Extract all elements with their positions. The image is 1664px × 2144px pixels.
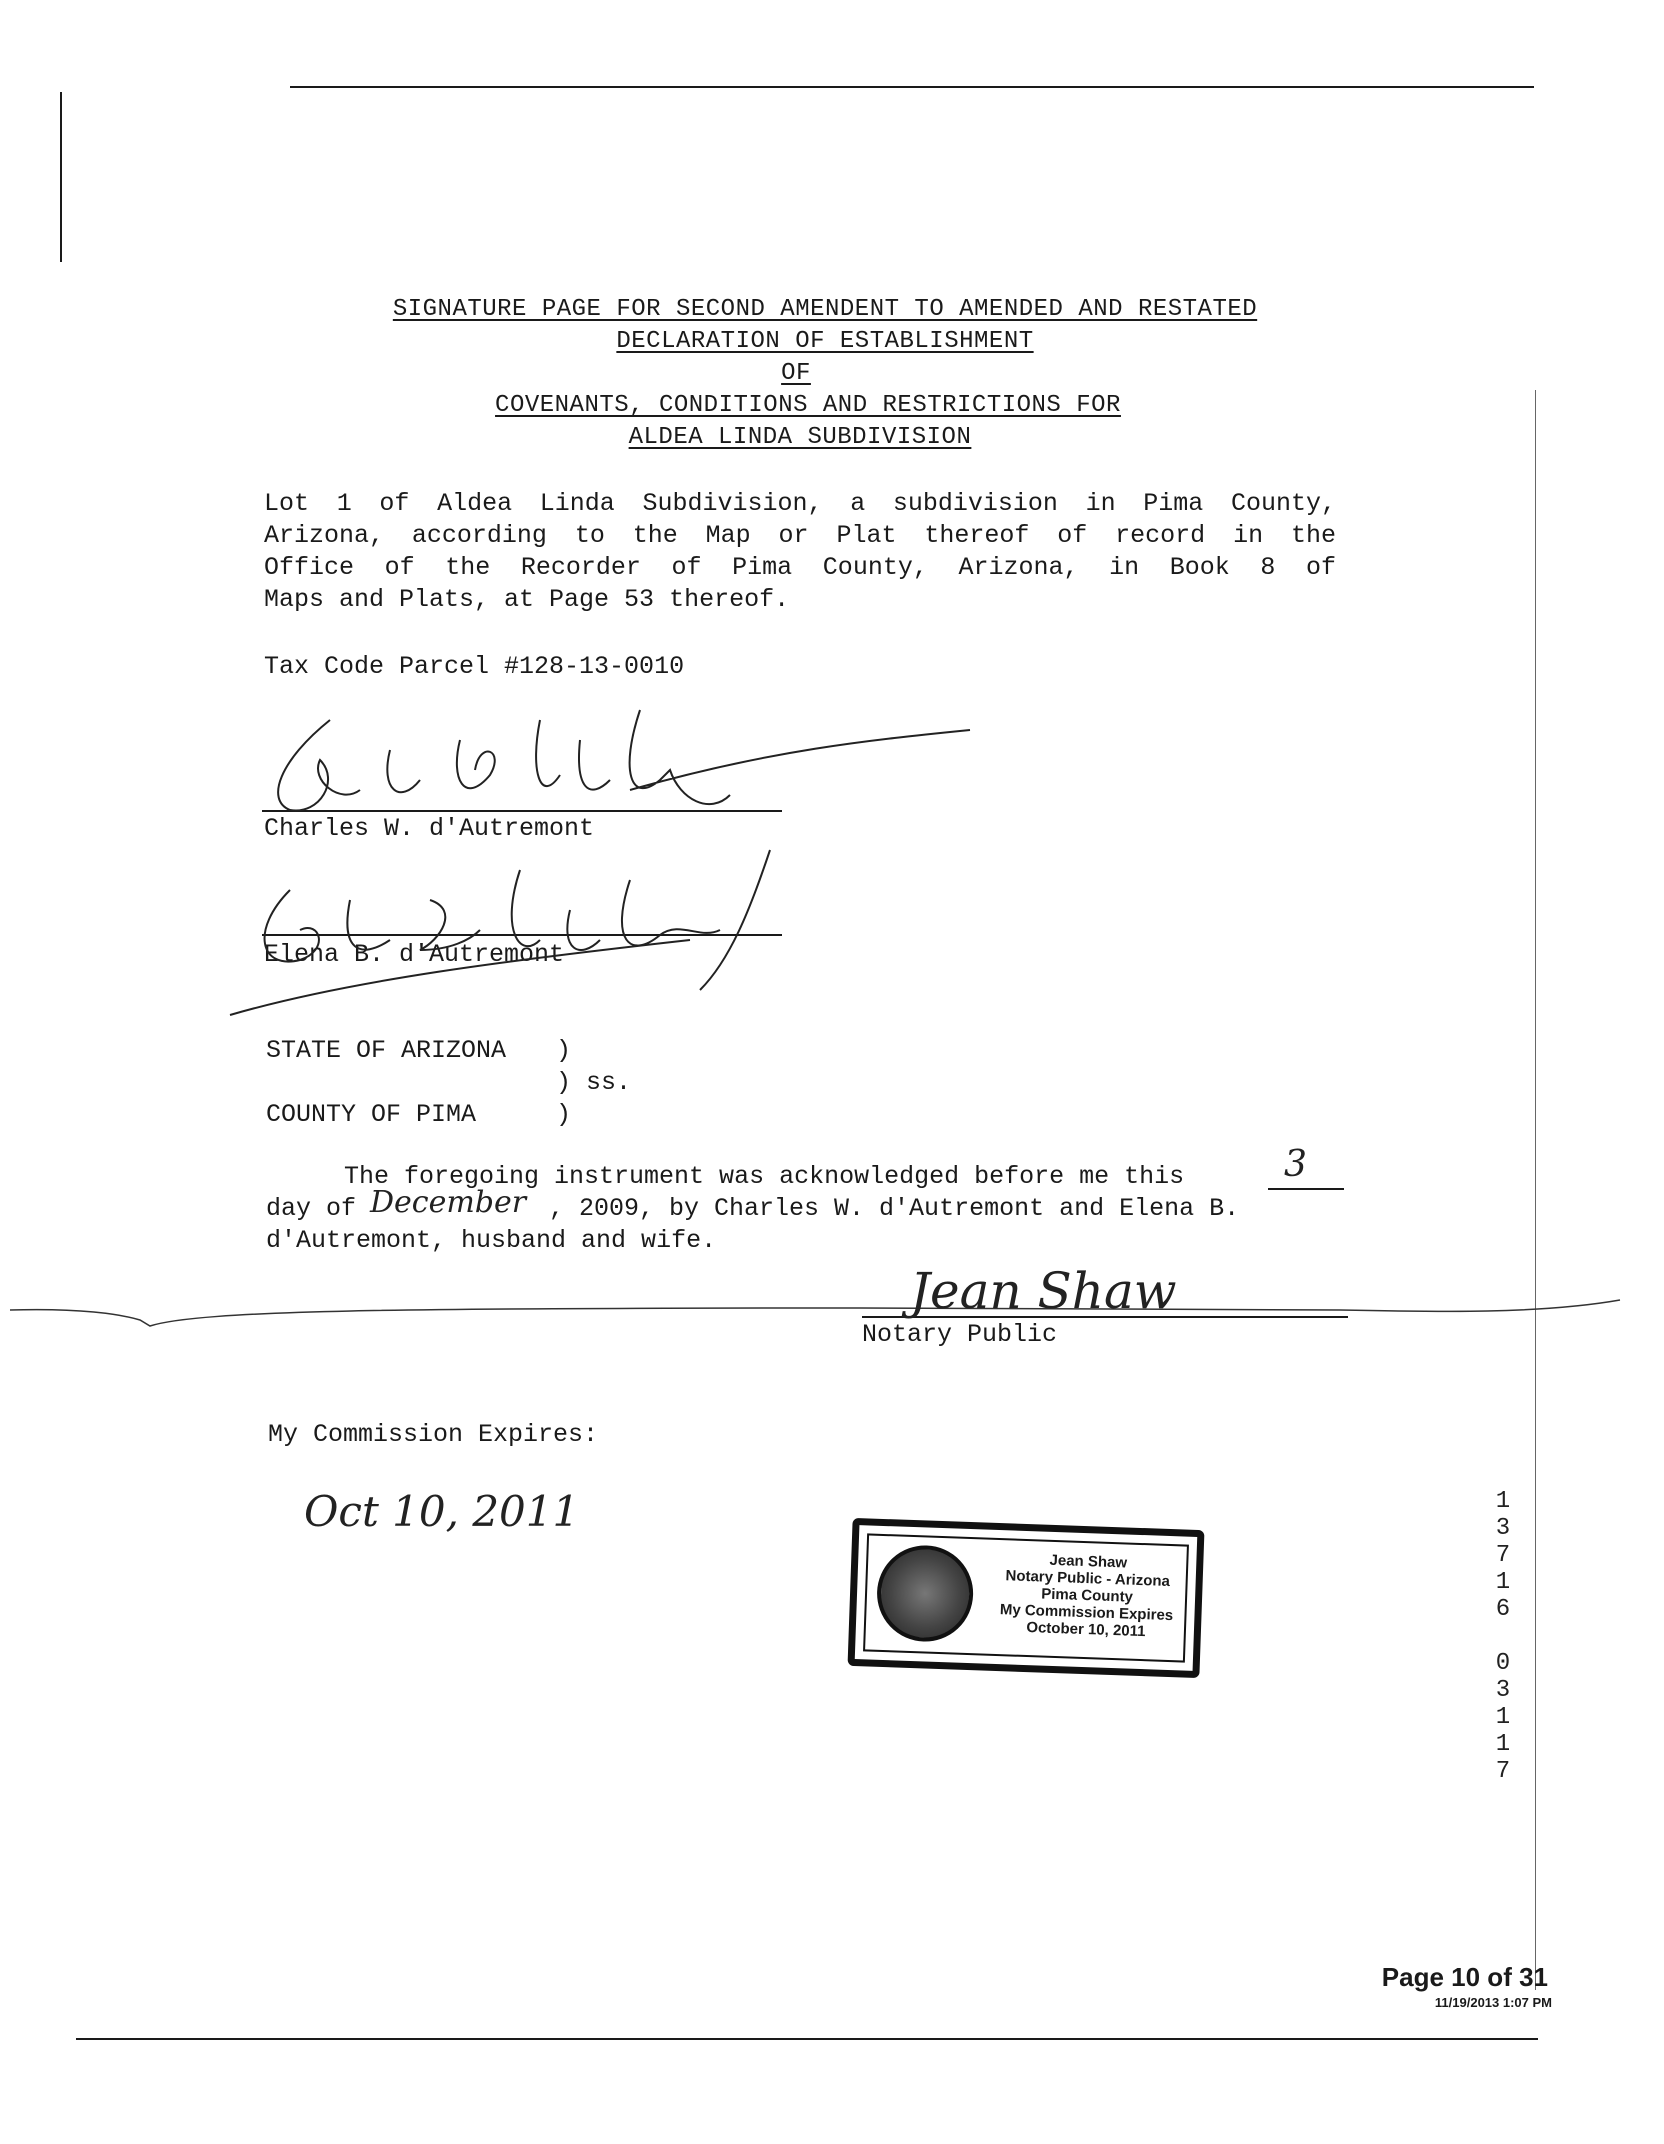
handwritten-month: [366, 1176, 546, 1226]
legal-line: Arizona, according to the Map or Plat thereof of record in the: [264, 521, 1336, 550]
legal-description: [264, 488, 1336, 616]
recording-digit: 3: [1495, 1515, 1511, 1542]
title-line-3: OF: [781, 360, 811, 387]
notary-seal: [848, 1518, 1205, 1678]
recording-digit: 6: [1495, 1596, 1511, 1623]
recording-digit: 7: [1495, 1758, 1511, 1785]
tax-code-parcel: Tax Code Parcel #128-13-0010: [264, 652, 685, 681]
acknowledgment-line-1: The foregoing instrument was acknowledged before me this: [344, 1162, 1185, 1191]
left-margin-line: [60, 92, 62, 262]
top-rule: [290, 86, 1534, 88]
recording-digit: 1: [1495, 1569, 1511, 1596]
commission-date-text: Oct 10, 2011: [304, 1487, 580, 1536]
seal-expiry: October 10, 2011: [1026, 1619, 1146, 1641]
recording-digit: 1: [1495, 1731, 1511, 1758]
title-line-2: DECLARATION OF ESTABLISHMENT: [616, 328, 1034, 355]
recording-digit: 0: [1495, 1650, 1511, 1677]
handwritten-month-text: December: [370, 1185, 527, 1220]
bottom-rule: [76, 2038, 1538, 2040]
title-line-1: SIGNATURE PAGE FOR SECOND AMENDENT TO AMENDED AND RESTATED: [392, 296, 1258, 323]
title-line-4: COVENANTS, CONDITIONS AND RESTRICTIONS FOR: [495, 392, 1121, 419]
recording-digit: 1: [1495, 1704, 1511, 1731]
notary-signature-text: Jean Shaw: [910, 1262, 1177, 1320]
commission-label: My Commission Expires:: [268, 1420, 599, 1449]
commission-handwritten-date: [300, 1470, 600, 1550]
recording-digit: 1: [1495, 1488, 1511, 1515]
recording-digit: 3: [1495, 1677, 1511, 1704]
notary-public-label: Notary Public: [862, 1320, 1058, 1349]
acknowledgment-day-of: day of: [266, 1194, 357, 1223]
signer-name-1: Charles W. d'Autremont: [264, 814, 595, 843]
notary-signature: [900, 1240, 1340, 1330]
print-timestamp: 11/19/2013 1:07 PM: [1434, 1995, 1552, 2010]
signer-name-2: Elena B. d'Autremont: [264, 940, 565, 969]
venue-state: STATE OF ARIZONA: [266, 1036, 507, 1065]
legal-line: Lot 1 of Aldea Linda Subdivision, a subdivision in Pima County,: [264, 489, 1336, 518]
right-margin-line: [1535, 390, 1536, 1990]
handwritten-day-3: [1266, 1140, 1346, 1190]
venue-county: COUNTY OF PIMA: [266, 1100, 477, 1129]
legal-line: Office of the Recorder of Pima County, Arizona, in Book 8 of: [264, 553, 1336, 582]
seal-county: Pima County: [1041, 1585, 1134, 1606]
acknowledgment-line-2: , 2009, by Charles W. d'Autremont and Elena B.: [549, 1194, 1240, 1223]
seal-name: Jean Shaw: [1049, 1551, 1128, 1572]
legal-line: Maps and Plats, at Page 53 thereof.: [264, 585, 790, 614]
seal-text: [986, 1550, 1189, 1642]
venue-paren-top: ): [556, 1036, 572, 1065]
seal-commission: My Commission Expires: [999, 1601, 1174, 1625]
handwritten-day-text: 3: [1284, 1144, 1307, 1185]
page-crease: [0, 1290, 1664, 1350]
acknowledgment-line-3: d'Autremont, husband and wife.: [266, 1226, 717, 1255]
venue-ss: ) ss.: [556, 1068, 632, 1097]
page-number: Page 10 of 31: [1381, 1962, 1548, 1992]
title-line-5: ALDEA LINDA SUBDIVISION: [628, 424, 972, 451]
signature-elena: [230, 830, 970, 1010]
seal-title: Notary Public - Arizona: [1005, 1567, 1171, 1591]
recording-number: [1490, 1488, 1516, 1785]
recording-digit: 7: [1495, 1542, 1511, 1569]
recording-digit: [1490, 1623, 1516, 1650]
venue-paren-bottom: ): [556, 1100, 572, 1129]
